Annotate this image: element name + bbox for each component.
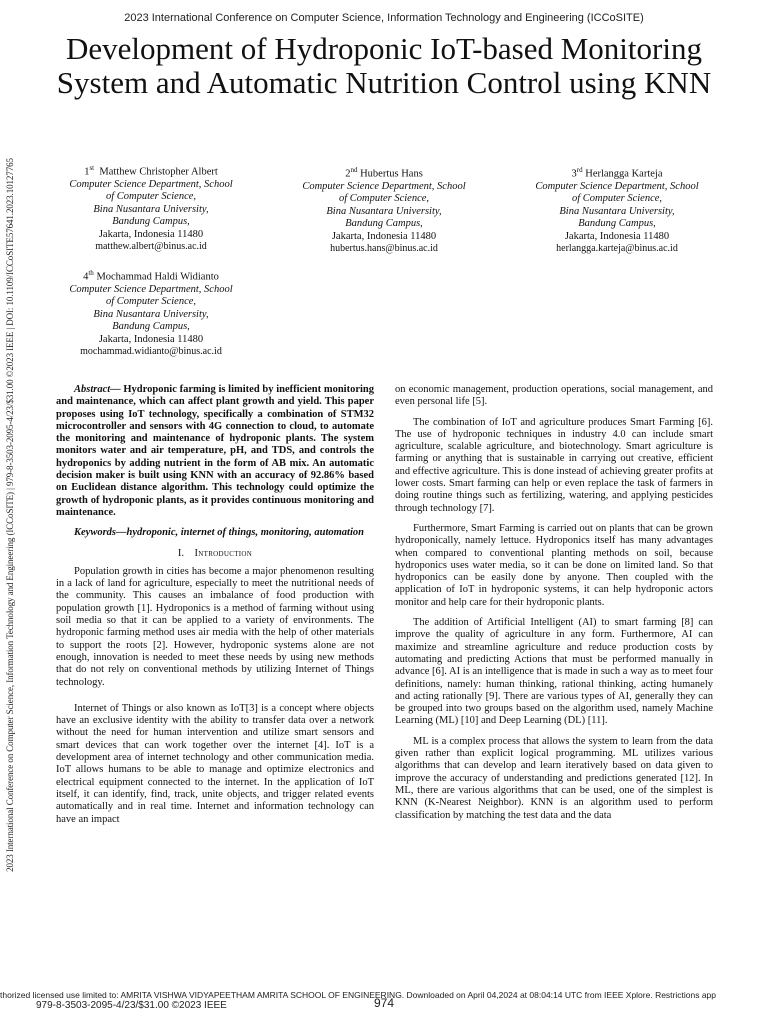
side-doi-text: 2023 International Conference on Computer Science, Information Technology and Engineering (ICCoSITE) | 979-8-3503-2095-4/23/$31.00 ©2023 IEEE | DOI: 10.1109/ICCoSITE57641.2023.10127765 <box>5 158 15 872</box>
paragraph: Furthermore, Smart Farming is carried out on plants that can be grown hydroponically, namely lettuce. Hydroponics itself has many advantages when compared to conventional planting methods on soil, because hydroponics uses water media, so it can be done on limited land. So that hydroponics can be easily done by anyone. Then coupled with the application of IoT in hydroponic systems, it can help hydroponic actors monitor and help care for their hydroponic plants. <box>395 522 713 608</box>
paper-title: Development of Hydroponic IoT-based Monitoring System and Automatic Nutrition Control using KNN <box>56 31 712 100</box>
section-heading <box>56 548 374 560</box>
paragraph: Population growth in cities has become a major phenomenon resulting in a lack of land for agriculture, especially to meet the nutritional needs of the community. This causes an imbalance of food production with population growth [1]. Hydroponics is a method of farming without using soil media so that it can be applied to a variety of environments. The hydroponic farming method uses air media with the help of other materials to support the roots [2]. However, hydroponic systems alone are not enough, innovation is needed to meet these needs by using new methods that do not rely on conventional methods by utilizing Internet of Things technology. <box>56 565 374 688</box>
author-name: Herlangga Karteja <box>585 168 663 180</box>
author-block-1: 1st Matthew Christopher Albert Computer Science Department, School of Computer Science, Bina Nusantara University, Bandung Campus, Jakarta, Indonesia 11480 matthew.albert@binus.ac.id <box>46 162 256 253</box>
paragraph: on economic management, production operations, social management, and even personal life [5]. <box>395 384 713 408</box>
right-column <box>395 384 713 830</box>
author-name: Matthew Christopher Albert <box>99 166 218 178</box>
paragraph: Internet of Things or also known as IoT[3] is a concept where objects have an exclusive identity with the ability to transfer data over a network without the need for human intervention and utilize smart sensors and smart devices that can work together over the internet [4]. IoT is a development area of internet technology and other communication media. IoT allows humans to be able to manage and optimize electronics and electrical equipment connected to the internet. In the application of IoT itself, it can identify, find, track, unite objects, and trigger related events automatically and in real time. Internet and information technology can have an impact <box>56 702 374 825</box>
author-email: mochammad.widianto@binus.ac.id <box>80 345 222 357</box>
isbn-footer: 979-8-3503-2095-4/23/$31.00 ©2023 IEEE <box>36 1000 227 1011</box>
abstract-label: Abstract— <box>74 384 121 395</box>
side-doi-strip <box>0 110 20 920</box>
author-block-4: 4th Mochammad Haldi Widianto Computer Science Department, School of Computer Science, Bina Nusantara University, Bandung Campus, Jakarta, Indonesia 11480 mochammad.widianto@binus.ac.id <box>46 267 256 358</box>
section-title: Introduction <box>194 547 253 559</box>
author-email: hubertus.hans@binus.ac.id <box>330 242 438 254</box>
page-number: 974 <box>373 996 395 1010</box>
paragraph: The combination of IoT and agriculture produces Smart Farming [6]. The use of hydroponic techniques in industry 4.0 can include smart agriculture, scalable agriculture, and biotechnology. Smart agriculture is farming or anything that is sustainable in carrying out creative, efficient and effective agriculture. This is done instead of achieving greater profits at lower costs. Smart farming can help or even replace the task of farmers in doing routine things such as fertilizing, watering, and applying pesticides through technology [7]. <box>395 416 713 514</box>
abstract-text: Hydroponic farming is limited by inefficient monitoring and maintenance, which can affect plant growth and yield. This paper proposes using IoT technology, specifically a combination of STM32 microcontroller and sensors with 4G connection to cloud, to automate the monitoring and maintenance of hydroponic plants. The system monitors water and air temperature, pH, and TDS, and controls the hydroponics by adding nutrient in the form of AB mix. An automatic decision maker is built using KNN with an accuracy of 92.86% based on Euclidean distance algorithm. This technology could optimize the growth of hydroponic plants, as it provides continuous monitoring and maintenance. <box>56 384 374 518</box>
author-block-2: 2nd Hubertus Hans Computer Science Department, School of Computer Science, Bina Nusantara University, Bandung Campus, Jakarta, Indonesia 11480 hubertus.hans@binus.ac.id <box>279 164 489 255</box>
abstract <box>56 384 374 519</box>
keywords: Keywords—hydroponic, internet of things, monitoring, automation <box>74 527 364 539</box>
author-email: herlangga.karteja@binus.ac.id <box>556 242 678 254</box>
conference-header: 2023 International Conference on Computer Science, Information Technology and Engineering (ICCoSITE) <box>124 12 644 24</box>
paragraph: The addition of Artificial Intelligent (AI) to smart farming [8] can improve the quality of agriculture in any form. Furthermore, AI can maximize and streamline agriculture and reduce production costs by automating and predicting Actions that must be performed manually in advance [6]. AI is an intelligence that is made in such a way as to meet four definitions, namely: human thinking, rational thinking, acting humanely and acting rationally [9]. There are various types of AI, generally they can be grouped into two groups based on the algorithm used, namely Machine Learning (ML) [10] and Deep Learning (DL) [11]. <box>395 617 713 727</box>
author-email: matthew.albert@binus.ac.id <box>95 240 207 252</box>
paragraph: ML is a complex process that allows the system to learn from the data given rather than explicit logical programming. ML utilizes various algorithms that can develop and learn iteratively based on data given to improve the accuracy of understanding and predictions generated [12]. In ML, there are various algorithms that can be used, one of the simplest is KNN (K-Nearest Neighbor). KNN is an algorithm used to perform classification by matching the test data and the data <box>395 735 713 821</box>
license-footer: thorized licensed use limited to: AMRITA VISHWA VIDYAPEETHAM AMRITA SCHOOL OF ENGINEERING. Downloaded on April 04,2024 at 08:04:14 UTC from IEEE Xplore. Restrictions app <box>0 990 717 1000</box>
author-block-3: 3rd Herlangga Karteja Computer Science Department, School of Computer Science, Bina Nusantara University, Bandung Campus, Jakarta, Indonesia 11480 herlangga.karteja@binus.ac.id <box>512 164 722 255</box>
section-number: I. <box>177 547 184 559</box>
author-name: Mochammad Haldi Widianto <box>96 271 219 283</box>
left-column <box>56 384 374 834</box>
author-name: Hubertus Hans <box>360 168 423 180</box>
